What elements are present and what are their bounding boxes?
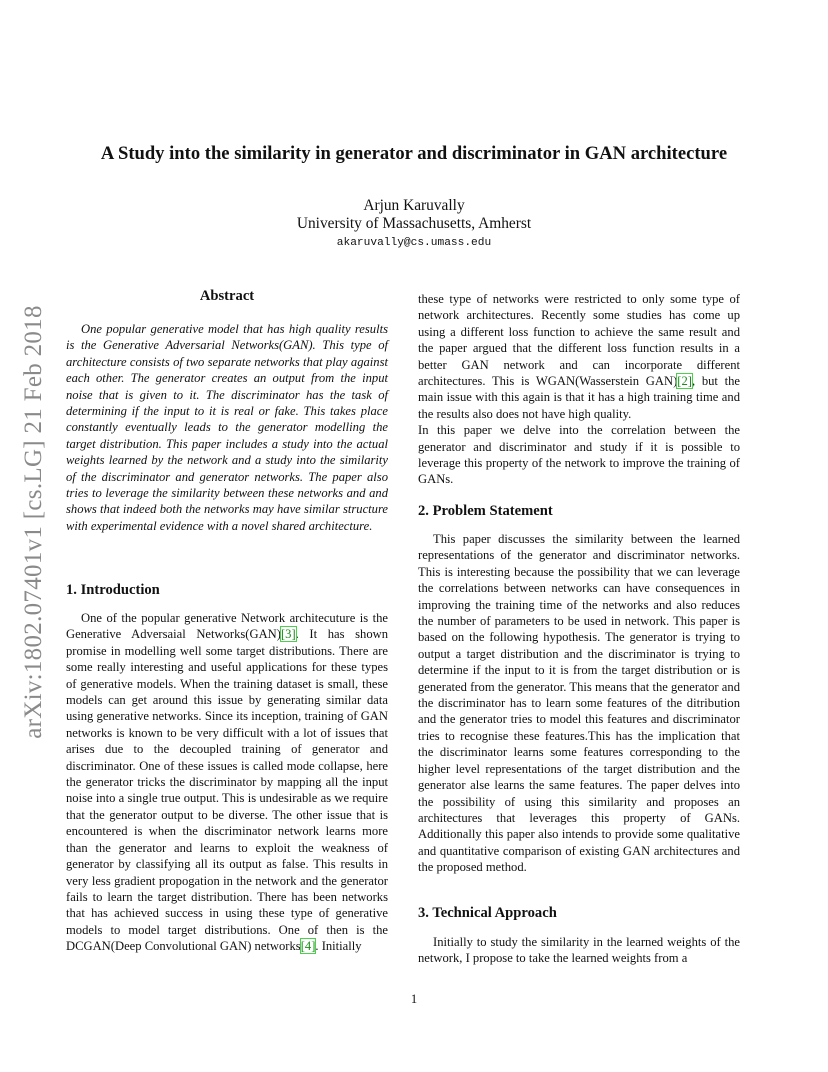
author-email[interactable]: akaruvally@cs.umass.edu (336, 237, 492, 249)
citation-link-4[interactable]: [4] (300, 939, 316, 954)
intro-cont-part2: , but the main issue with this again is that it has a high training time and the results also does not have high quality. (418, 374, 740, 421)
problem-statement-text (418, 531, 740, 876)
intro-text-part2: . It has shown promise in modelling well some target distributions. There are some really interesting and useful applications for these types of generative models. When the training dataset is small, these models can get around this issue by generating similar data using generative networks. Since its inception, training of GAN networks is known to be very difficult with a lot of issues that arises due to the decoupled training of generator and discriminator. One of these issues is called mode collapse, here the generator tricks the discriminator by mapping all the input noise into a single true output. This is undesirable as we require that the generator output to be diverse. The other issue that is encountered is when the discriminator network learns more than the generator and learns to exploit the weakness of generator by classifying all its output as false. This results in very less gradient propogation in the network and the generator fails to learn the target distribution. There has been networks that has achieved success in using these type of generative models to model target distributions. One of then is the DCGAN(Deep Convolutional GAN) networks (66, 627, 389, 954)
citation-link-3[interactable]: [3] (280, 627, 296, 642)
technical-approach-paragraph: Initially to study the similarity in the learned weights of the network, I propose to take the learned weights from a (418, 935, 740, 966)
introduction-paragraph (66, 610, 388, 955)
problem-statement-paragraph: This paper discusses the similarity between the learned representations of the generator and discriminator networks. This is interesting because the possibility that we can leverage the correlations between networks can have consequences in improving the training time of the networks and also reduces the number of parameters to be used in network. This paper is based on the following hypothesis. The generator is trying to output a target distribution and the discriminator is trying to determine if the input to it is from the target distribution or is generated from the generator. This means that the generator and the discriminator has to learn some features of the ditribution and the generator tries to model this features and discriminator tries to recognise these features.This has the implication that the discriminator learns some features corresponding to the higher level representations of the target distribution and the generator alse learns the same features. The paper delves into the possibility of using this similarity and proposes an architectures that leverages this property of GANs. Additionally this paper also intends to provide some qualitative and quantitative comparison of existing GAN architectures and the proposed method. (418, 532, 740, 875)
technical-approach-text (418, 934, 740, 967)
abstract-text (66, 321, 388, 534)
author-name: Arjun Karuvally (363, 197, 465, 214)
citation-link-2[interactable]: [2] (677, 374, 692, 389)
introduction-continued-paragraph (418, 291, 740, 422)
introduction-text (66, 610, 388, 955)
abstract-paragraph: One popular generative model that has high quality results is the Generative Adversarial Networks(GAN). This type of architecture consists of two separate networks that play against each other. The generator creates an output from the input noise that is given to it. The discriminator has the task of determining if the input to it is real or fake. This takes place constantly eventually leads to the generator modelling the target distribution. This paper includes a study into the actual weights learned by the network and a study into the similarity of the discriminator and generator networks. The paper also tries to leverage the similarity between these networks and and shows that indeed both the networks may have similar structure with experimental evidence with a novel shared architecture. (66, 322, 388, 533)
paper-title: A Study into the similarity in generator and discriminator in GAN architecture (100, 143, 728, 164)
author-affiliation: University of Massachusetts, Amherst (296, 215, 532, 232)
introduction-paragraph-2: In this paper we delve into the correlation between the generator and discriminator and study if it is possible to leverage this property of the network to improve the training of GANs. (418, 423, 740, 487)
arxiv-stamp: arXiv:1802.07401v1 [cs.LG] 21 Feb 2018 (20, 305, 47, 739)
page-number: 1 (410, 992, 418, 1006)
intro-text-part1: One of the popular generative Network architecuture is the Generative Adversaial Networks(GAN) (66, 611, 388, 642)
intro-text-part3: . Initially (315, 939, 362, 954)
intro-cont-part1: these type of networks were restricted to only some type of network architectures. Recently some studies has come up using a different loss function to achieve the same result and the paper argued that the different loss function results in a better GAN network and can incorporate different architectures. This is WGAN(Wasserstein GAN) (418, 292, 740, 389)
introduction-continued (418, 291, 740, 488)
section-heading-introduction: 1. Introduction (66, 582, 160, 598)
section-heading-problem-statement: 2. Problem Statement (418, 503, 553, 519)
abstract-heading: Abstract (199, 288, 255, 304)
section-heading-technical-approach: 3. Technical Approach (418, 905, 557, 921)
